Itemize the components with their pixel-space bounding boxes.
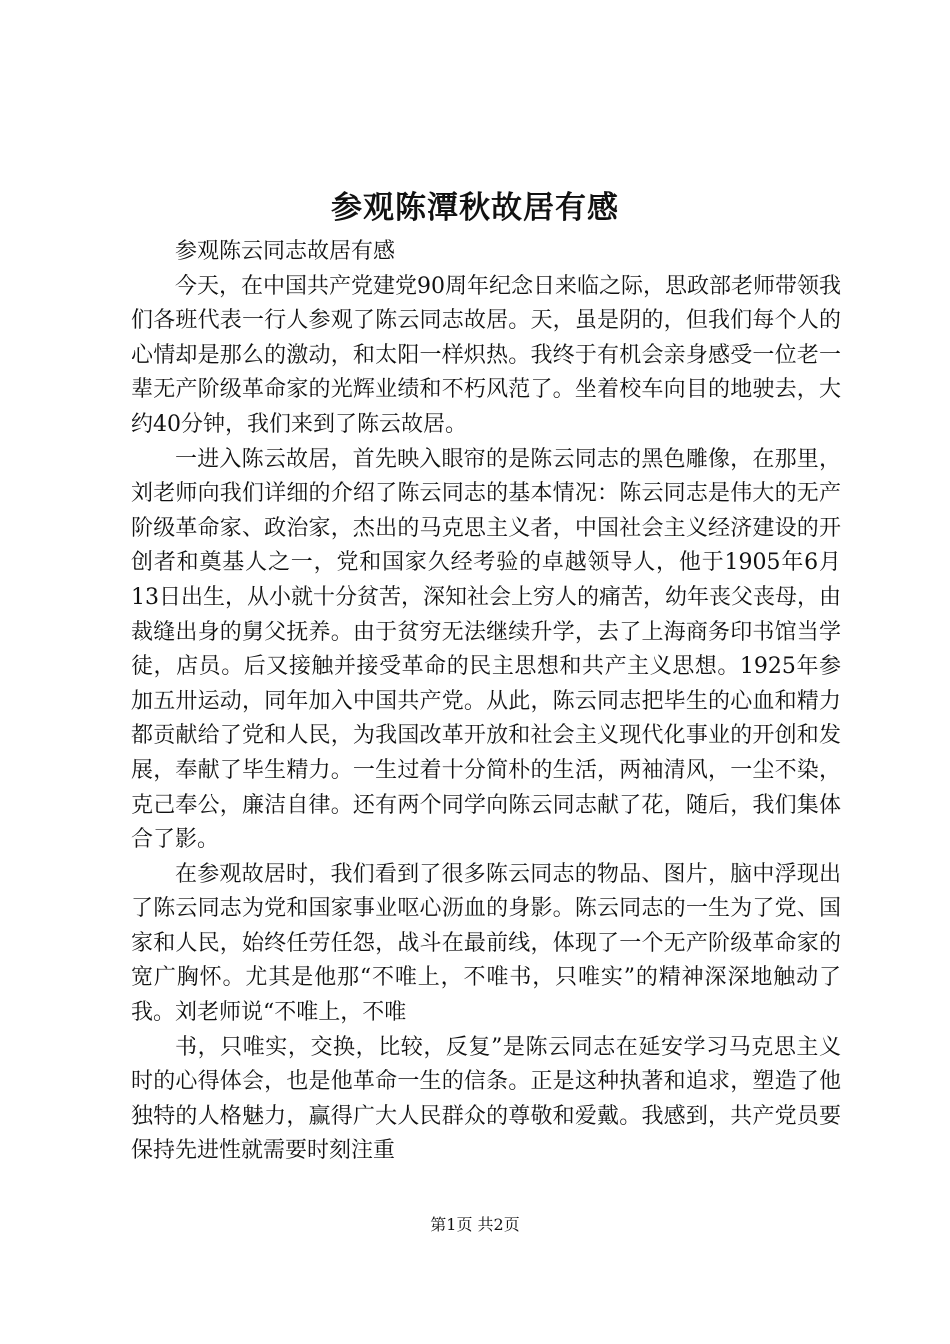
body-text bbox=[131, 235, 841, 1169]
page-footer: 第1页 共2页 bbox=[430, 1215, 520, 1234]
paragraph-4: 书，只唯实，交换，比较，反复”是陈云同志在延安学习马克思主义时的心得体会，也是他革命一生的信条。正是这种执著和追求，塑造了他独特的人格魅力，赢得广大人民群众的尊敬和爱戴。我感到，共产党员要保持先进性就需要时刻注重 bbox=[131, 1034, 841, 1164]
paragraph-1: 今天，在中国共产党建党90周年纪念日来临之际，思政部老师带领我们各班代表一行人参观了陈云同志故居。天，虽是阴的，但我们每个人的心情却是那么的激动，和太阳一样炽热。我终于有机会亲身感受一位老一辈无产阶级革命家的光辉业绩和不朽风范了。坐着校车向目的地驶去，大约40分钟，我们来到了陈云故居。 bbox=[131, 273, 841, 437]
paragraph-3: 在参观故居时，我们看到了很多陈云同志的物品、图片，脑中浮现出了陈云同志为党和国家事业呕心沥血的身影。陈云同志的一生为了党、国家和人民，始终任劳任怨，战斗在最前线，体现了一个无产阶级革命家的宽广胸怀。尤其是他那“不唯上，不唯书，只唯实”的精神深深地触动了我。刘老师说“不唯上，不唯 bbox=[131, 861, 841, 1026]
paragraph-2: 一进入陈云故居，首先映入眼帘的是陈云同志的黑色雕像，在那里，刘老师向我们详细的介绍了陈云同志的基本情况：陈云同志是伟大的无产阶级革命家、政治家，杰出的马克思主义者，中国社会主义经济建设的开创者和奠基人之一，党和国家久经考验的卓越领导人，他于1905年6月13日出生，从小就十分贫苦，深知社会上穷人的痛苦，幼年丧父丧母，由裁缝出身的舅父抚养。由于贫穷无法继续升学，去了上海商务印书馆当学徒，店员。后又接触并接受革命的民主思想和共产主义思想。1925年参加五卅运动，同年加入中国共产党。从此，陈云同志把毕生的心血和精力都贡献给了党和人民，为我国改革开放和社会主义现代化事业的开创和发展，奉献了毕生精力。一生过着十分简朴的生活，两袖清风，一尘不染，克己奉公，廉洁自律。还有两个同学向陈云同志献了花，随后，我们集体合了影。 bbox=[131, 446, 841, 853]
page-title: 参观陈潭秋故居有感 bbox=[331, 190, 619, 226]
subtitle-paragraph: 参观陈云同志故居有感 bbox=[175, 239, 396, 264]
